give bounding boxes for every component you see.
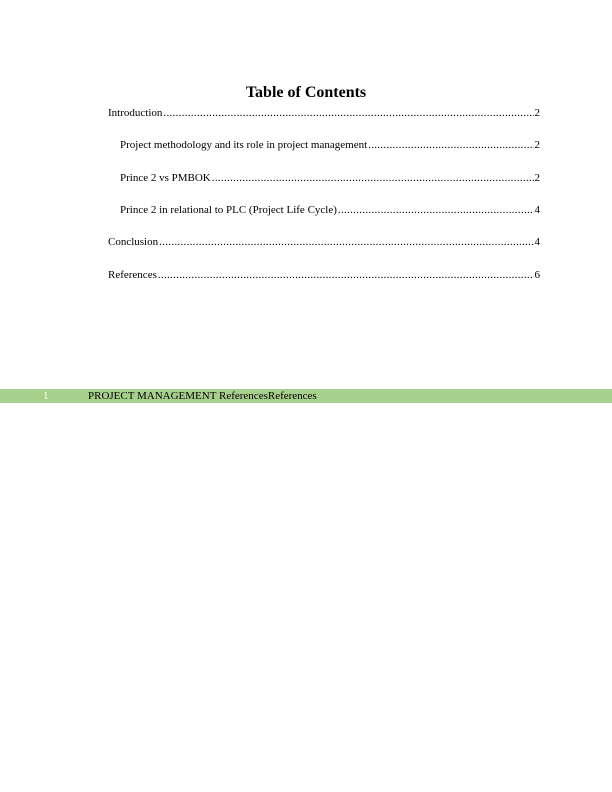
toc-leader — [338, 203, 534, 217]
footer-running-title: PROJECT MANAGEMENT ReferencesReferences — [88, 390, 317, 402]
toc-entry-text: Prince 2 in relational to PLC (Project Life Cycle) — [120, 204, 337, 216]
toc-entry-introduction[interactable] — [108, 104, 540, 120]
toc-entry-page: 6 — [534, 269, 540, 281]
toc-entry-references[interactable] — [108, 266, 540, 282]
toc-entry-text: Project methodology and its role in project management — [120, 139, 368, 151]
toc-leader — [159, 235, 533, 249]
toc-entry-prince2-vs-pmbok[interactable] — [120, 169, 540, 185]
toc-entry-conclusion[interactable] — [108, 233, 540, 249]
toc-entry-page: 4 — [534, 236, 540, 248]
toc-leader — [212, 171, 534, 185]
toc-title: Table of Contents — [245, 84, 367, 101]
toc-entry-prince2-plc[interactable] — [120, 201, 540, 217]
toc-entry-page: 4 — [534, 204, 540, 216]
toc-entry-page: 2 — [534, 107, 540, 119]
toc-entry-text: References — [108, 269, 157, 281]
toc-leader — [163, 106, 533, 120]
footer-page-number: 1 — [43, 390, 49, 402]
toc-entry-project-methodology[interactable] — [120, 136, 540, 152]
toc-leader — [368, 138, 533, 152]
toc-leader — [158, 268, 534, 282]
toc-entry-text: Conclusion — [108, 236, 159, 248]
toc-entry-text: Introduction — [108, 107, 163, 119]
toc-entry-page: 2 — [534, 172, 540, 184]
toc-entry-page: 2 — [534, 139, 540, 151]
toc-entry-text: Prince 2 vs PMBOK — [120, 172, 211, 184]
